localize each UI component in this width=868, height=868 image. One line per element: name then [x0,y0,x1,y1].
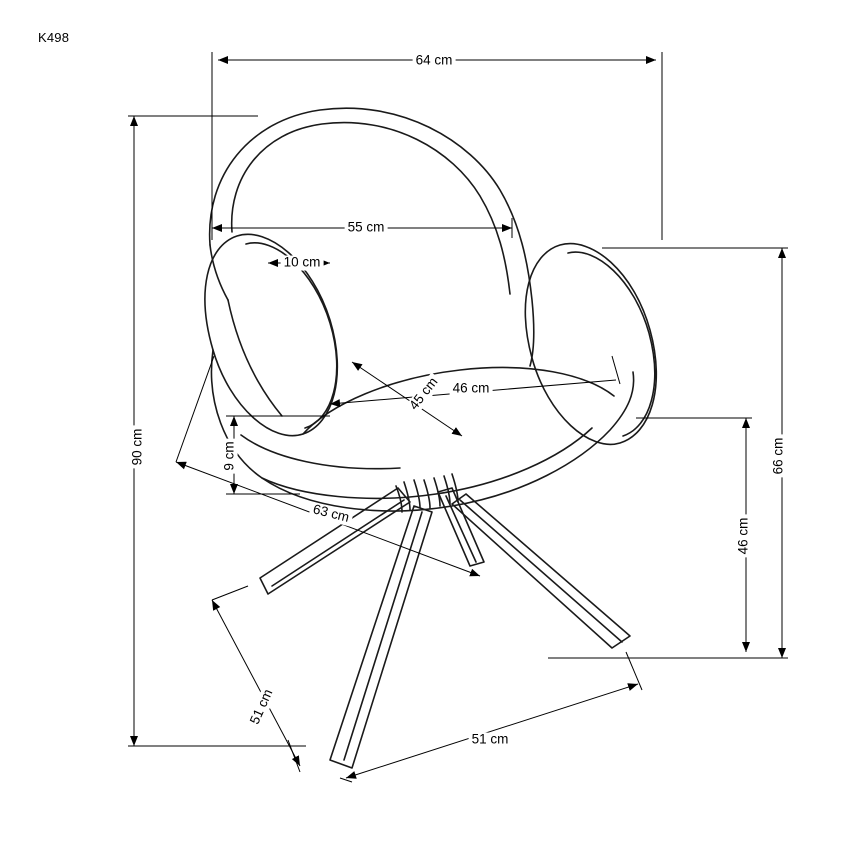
dimension-label-seat-cushion-9: 9 cm [223,438,238,473]
dimension-label-armrest-thickness: 10 cm [281,256,324,271]
dimension-label-armrest-height: 46 cm [737,515,752,558]
dimension-label-base-depth-51: 51 cm [247,684,278,729]
chair-outline [205,108,656,768]
dimension-label-base-span-63: 63 cm [308,502,353,527]
dimension-label-seat-diagonal: 45 cm [405,373,443,416]
dimension-label-backrest-width: 55 cm [345,221,388,236]
dimension-label-seat-depth: 46 cm [450,382,493,397]
dimension-label-base-width-51: 51 cm [469,733,512,748]
model-code-label: K498 [38,30,70,45]
dimension-label-total-width: 64 cm [413,54,456,69]
dimension-lines [128,52,788,782]
dimension-label-total-height: 90 cm [131,426,146,469]
dimension-label-backrest-height: 66 cm [772,435,787,478]
